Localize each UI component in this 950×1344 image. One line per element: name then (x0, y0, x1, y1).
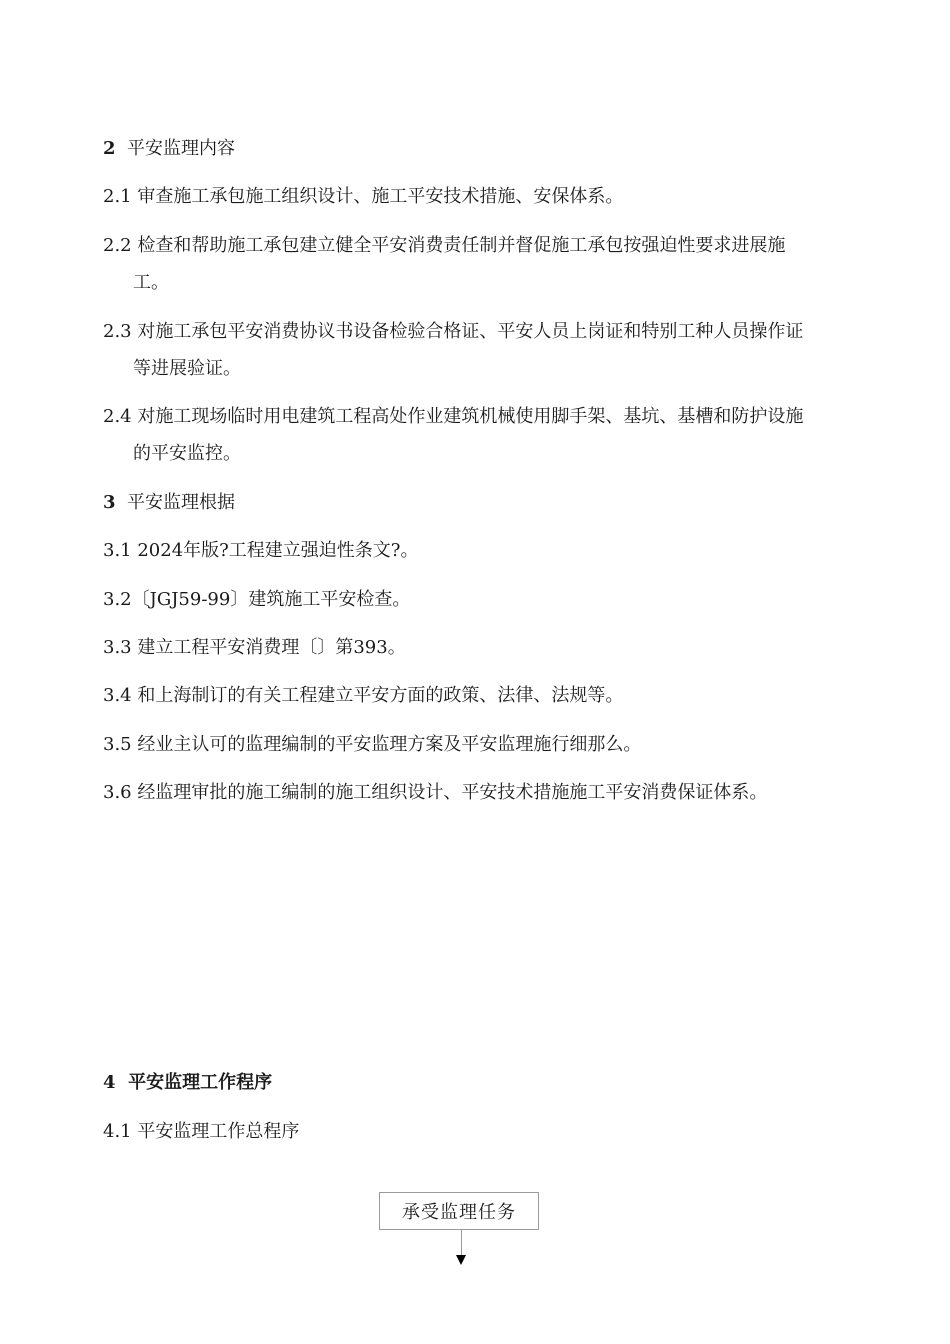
flowchart-connector-line (461, 1229, 462, 1255)
section-3-title: 平安监理根据 (126, 492, 235, 513)
item-2-1: 2.1 审查施工承包施工组织设计、施工平安技术措施、安保体系。 (103, 186, 624, 207)
item-3-2: 3.2〔JGJ59-99〕建筑施工平安检查。 (103, 589, 411, 610)
item-3-1: 3.1 2024年版?工程建立强迫性条文?。 (103, 540, 419, 561)
section-3-heading (103, 491, 235, 515)
item-2-2-line1: 2.2 检查和帮助施工承包建立健全平安消费责任制并督促施工承包按强迫性要求进展施 (103, 235, 786, 256)
item-3-3: 3.3 建立工程平安消费理〔〕第393。 (103, 637, 406, 658)
item-2-4-line1: 2.4 对施工现场临时用电建筑工程高处作业建筑机械使用脚手架、基坑、基槽和防护设施 (103, 406, 804, 427)
item-3-4: 3.4 和上海制订的有关工程建立平安方面的政策、法律、法规等。 (103, 685, 624, 706)
section-2-title: 平安监理内容 (126, 138, 235, 159)
section-4-title: 平安监理工作程序 (128, 1072, 273, 1093)
section-4-number: 4 (103, 1072, 116, 1093)
item-2-3-line1: 2.3 对施工承包平安消费协议书设备检验合格证、平安人员上岗证和特别工种人员操作证 (103, 321, 804, 342)
item-3-6: 3.6 经监理审批的施工编制的施工组织设计、平安技术措施施工平安消费保证体系。 (103, 782, 768, 803)
item-2-3-line2: 等进展验证。 (133, 358, 241, 379)
section-2-number: 2 (103, 138, 116, 159)
item-2-2-line2: 工。 (133, 272, 169, 293)
section-2-heading (103, 137, 235, 161)
item-2-4-line2: 的平安监控。 (133, 443, 241, 464)
arrow-down-icon (456, 1255, 466, 1265)
section-3-number: 3 (103, 492, 116, 513)
item-3-5: 3.5 经业主认可的监理编制的平安监理方案及平安监理施行细那么。 (103, 734, 642, 755)
item-4-1: 4.1 平安监理工作总程序 (103, 1121, 300, 1142)
section-4-heading (103, 1071, 272, 1095)
flowchart-box-accept-task: 承受监理任务 (379, 1192, 539, 1230)
